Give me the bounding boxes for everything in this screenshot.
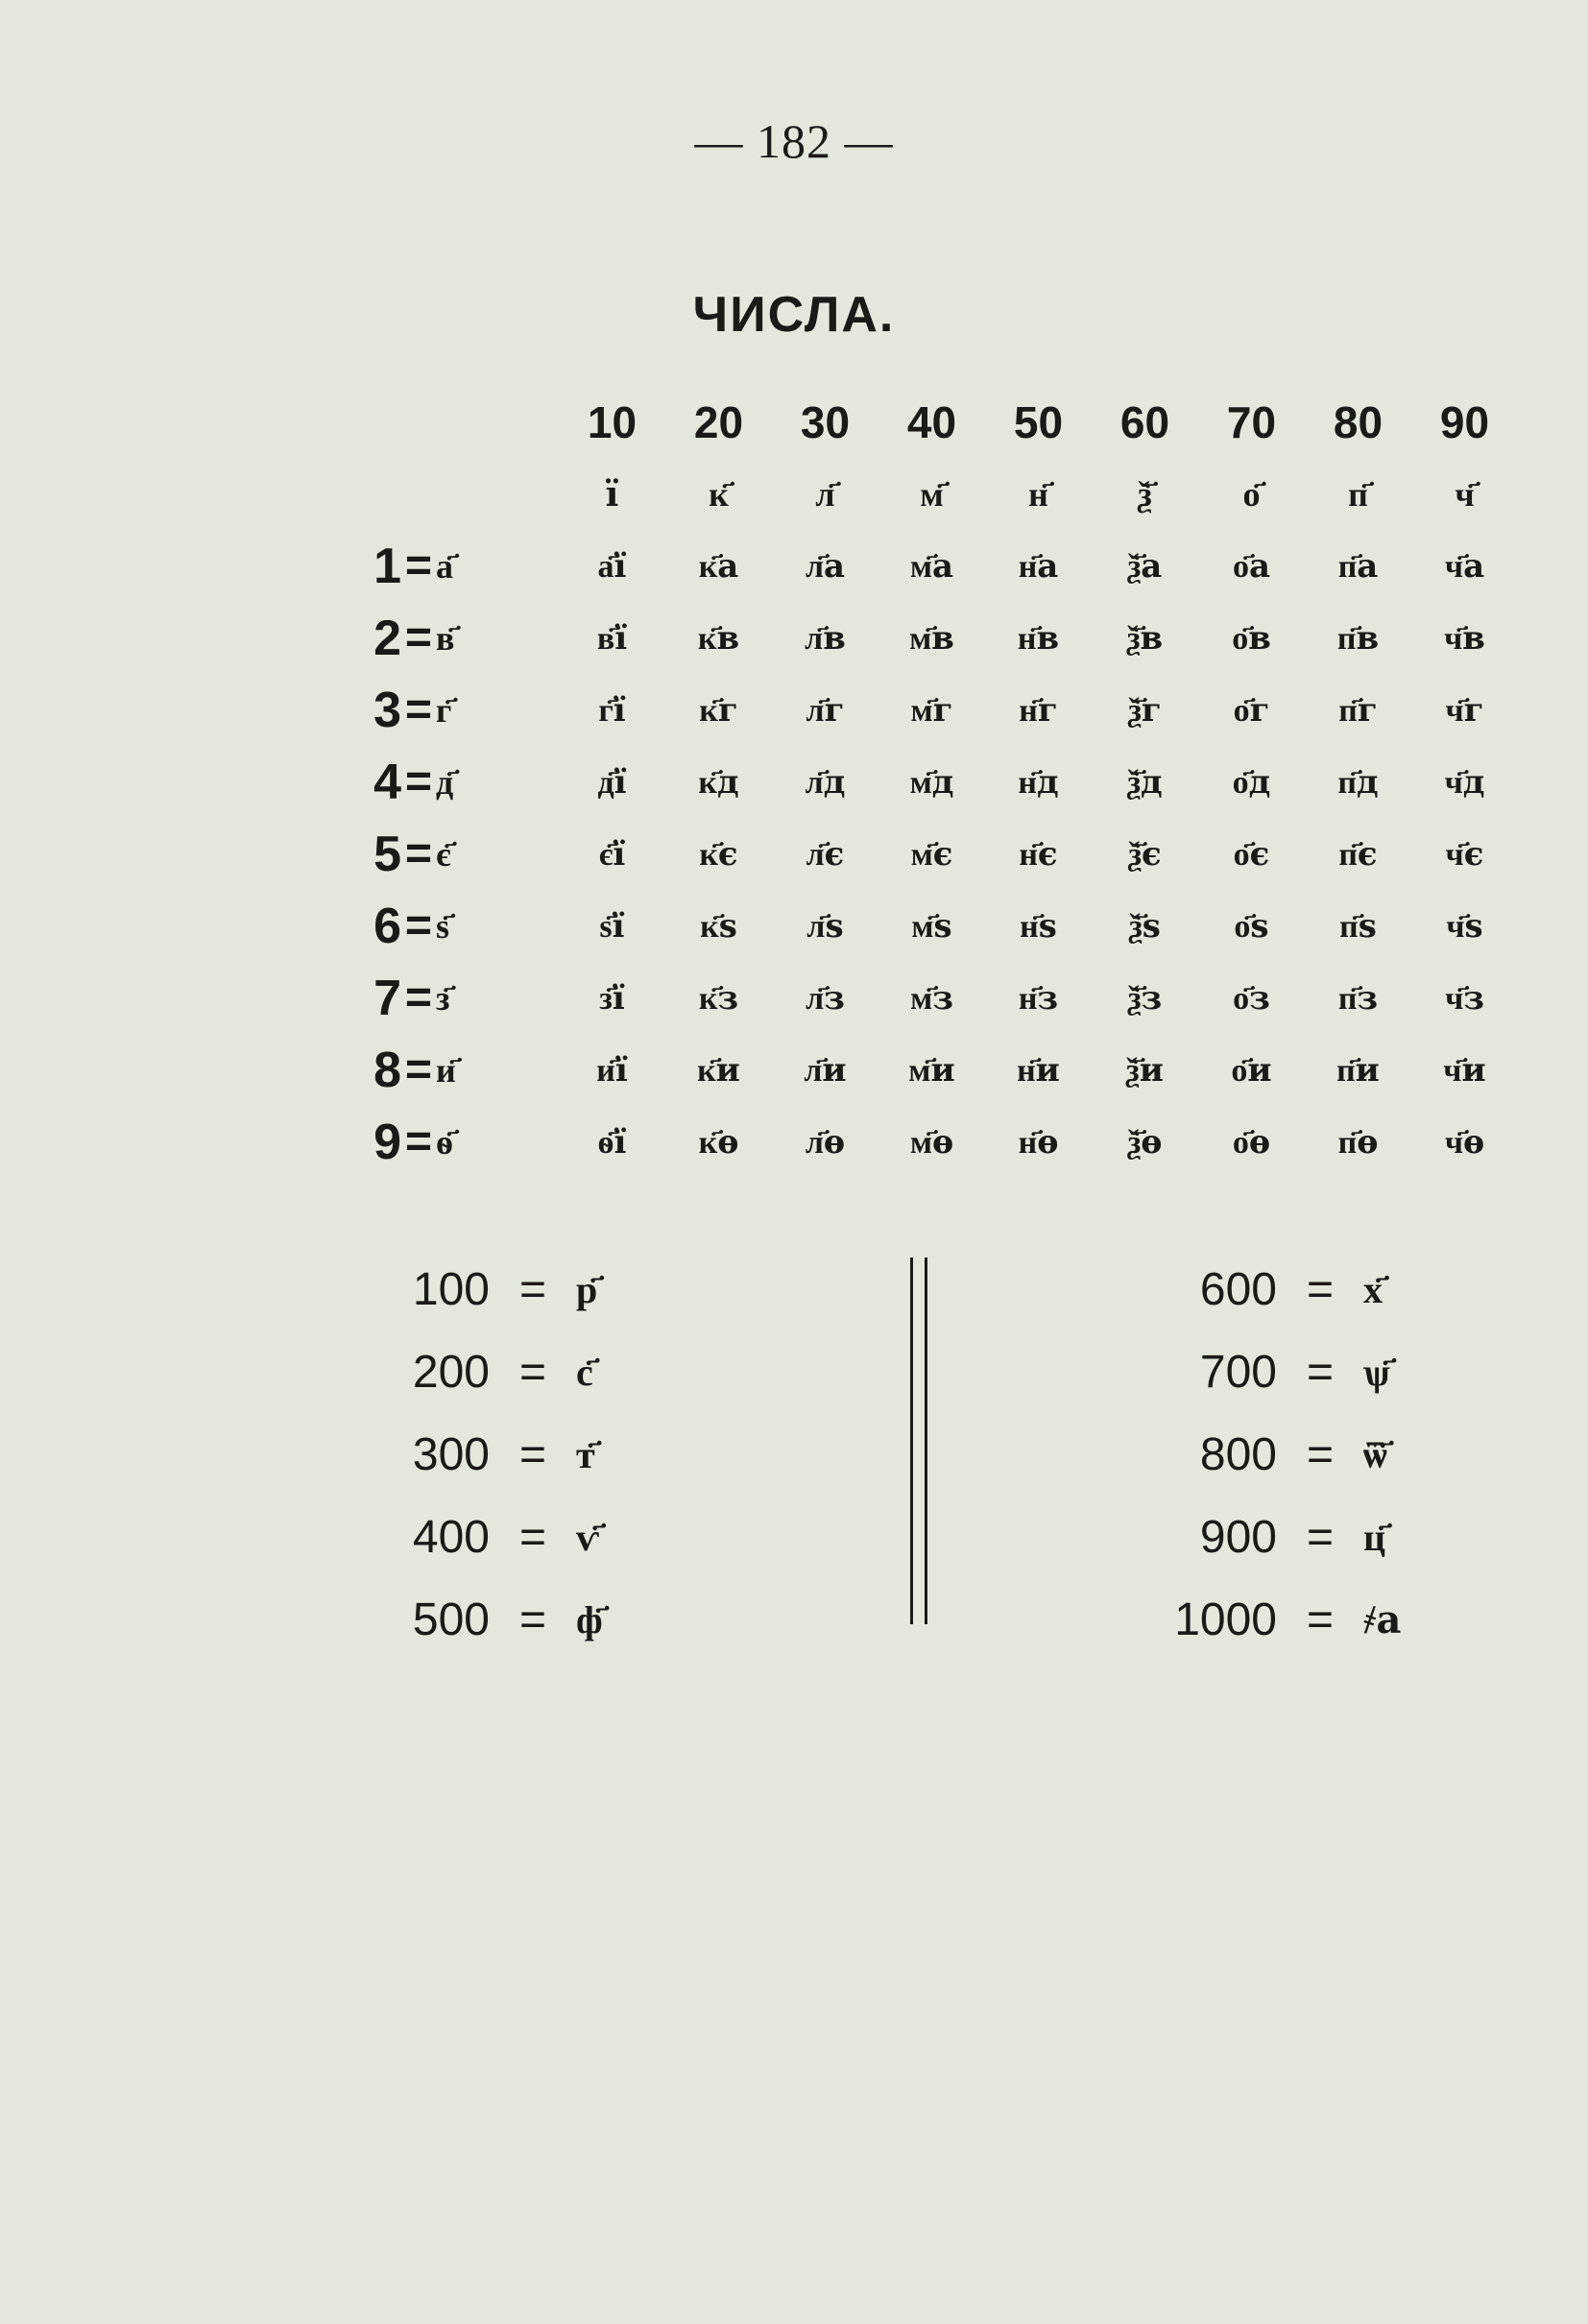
hundreds-number: 700	[1199, 1346, 1277, 1398]
table-cell: ѯ҃и	[1126, 1050, 1164, 1090]
hundreds-number: 1000	[1174, 1593, 1277, 1645]
row-number: 9	[373, 1114, 401, 1170]
table-cell: л҃а	[805, 546, 846, 586]
table-cell: о҃ѕ	[1234, 906, 1269, 946]
table-cell: ѳ҃ї	[597, 1122, 627, 1162]
tens-glyph: ч҃	[1455, 473, 1475, 515]
hundreds-glyph: ц҃	[1363, 1514, 1386, 1560]
tens-header: 30	[800, 396, 851, 447]
table-cell: д҃ї	[597, 762, 627, 802]
table-cell: л҃є	[806, 834, 845, 874]
hundreds-glyph: ѿ҃	[1363, 1431, 1387, 1477]
table-cell: м҃з	[910, 978, 953, 1018]
table-cell: ѯ҃ѕ	[1129, 906, 1161, 946]
tens-header: 50	[1013, 396, 1064, 447]
table-cell: м҃г	[910, 690, 953, 730]
page-number: — 182 —	[694, 114, 894, 168]
table-cell: п҃а	[1337, 546, 1379, 586]
table-cell: н҃ѕ	[1020, 906, 1057, 946]
hundreds-glyph: ѱ҃	[1363, 1349, 1390, 1395]
equals-sign: =	[404, 1044, 433, 1095]
table-cell: ѯ҃ѳ	[1127, 1122, 1163, 1162]
equals-sign: =	[404, 540, 433, 591]
table-cell: п҃з	[1337, 978, 1379, 1018]
tens-header: 40	[906, 396, 957, 447]
equals-sign: =	[518, 1346, 547, 1398]
table-cell: к҃є	[699, 834, 738, 874]
table-cell: н҃и	[1017, 1050, 1060, 1090]
row-glyph: є҃	[436, 833, 451, 874]
table-cell: ѯ҃г	[1128, 690, 1162, 730]
tens-glyph: ї	[605, 473, 619, 515]
table-cell: и҃ї	[596, 1050, 628, 1090]
table-cell: л҃в	[805, 618, 846, 658]
equals-sign: =	[518, 1593, 547, 1645]
hundreds-right-list	[1133, 1248, 1421, 1661]
table-cell: ч҃є	[1445, 834, 1484, 874]
table-cell: к҃з	[698, 978, 739, 1018]
table-cell: к҃д	[698, 762, 739, 802]
tens-header: 20	[693, 396, 744, 447]
table-cell: м҃ѳ	[909, 1122, 954, 1162]
table-cell: л҃и	[804, 1050, 847, 1090]
page-title: ЧИСЛА.	[692, 287, 896, 343]
equals-sign: =	[404, 684, 433, 735]
table-cell: к҃г	[699, 690, 738, 730]
table-cell: н҃д	[1018, 762, 1059, 802]
table-cell: ѯ҃а	[1127, 546, 1163, 586]
table-cell: н҃а	[1018, 546, 1059, 586]
equals-sign: =	[404, 1116, 433, 1167]
row-number: 5	[373, 826, 401, 882]
hundreds-glyph: р҃	[576, 1266, 598, 1312]
table-cell: н҃є	[1019, 834, 1058, 874]
table-cell: є҃ї	[598, 834, 626, 874]
table-cell: о҃а	[1232, 546, 1271, 586]
table-cell: з҃ї	[599, 978, 625, 1018]
table-cell: н҃г	[1019, 690, 1058, 730]
row-glyph: г҃	[436, 689, 452, 731]
tens-header: 60	[1119, 396, 1170, 447]
hundreds-number: 800	[1199, 1428, 1277, 1480]
table-cell: ч҃ѕ	[1446, 906, 1483, 946]
table-cell: в҃ї	[596, 618, 628, 658]
table-cell: о҃и	[1231, 1050, 1272, 1090]
tens-header: 70	[1226, 396, 1277, 447]
row-number: 2	[373, 610, 401, 666]
row-glyph: в҃	[436, 617, 455, 659]
equals-sign: =	[518, 1511, 547, 1563]
hundreds-number: 100	[412, 1263, 490, 1315]
table-cell: п҃и	[1336, 1050, 1380, 1090]
table-cell: п҃г	[1338, 690, 1378, 730]
table-cell: п҃ѳ	[1337, 1122, 1379, 1162]
table-cell: м҃д	[909, 762, 954, 802]
equals-sign: =	[1306, 1263, 1335, 1315]
hundreds-glyph: ѵ҃	[576, 1514, 600, 1560]
table-cell: м҃в	[909, 618, 954, 658]
tens-glyph: о҃	[1242, 473, 1261, 515]
tens-header: 10	[587, 396, 638, 447]
hundreds-number: 900	[1199, 1511, 1277, 1563]
tens-header: 90	[1439, 396, 1490, 447]
tens-glyph: п҃	[1348, 473, 1368, 515]
equals-sign: =	[404, 828, 433, 879]
table-cell: л҃ѕ	[806, 906, 844, 946]
equals-sign: =	[518, 1428, 547, 1480]
row-number: 7	[373, 970, 401, 1026]
table-cell: п҃ѕ	[1339, 906, 1377, 946]
equals-sign: =	[404, 972, 433, 1023]
table-cell: п҃в	[1336, 618, 1380, 658]
hundreds-number: 400	[412, 1511, 490, 1563]
table-cell: ч҃и	[1443, 1050, 1486, 1090]
row-glyph: д҃	[436, 761, 454, 803]
table-cell: ч҃в	[1444, 618, 1485, 658]
table-cell: л҃г	[806, 690, 845, 730]
row-number: 4	[373, 754, 401, 810]
tens-glyph: к҃	[709, 473, 729, 515]
table-cell: н҃з	[1018, 978, 1059, 1018]
table-cell: к҃в	[697, 618, 740, 658]
table-cell: о҃ѳ	[1232, 1122, 1271, 1162]
equals-sign: =	[1306, 1511, 1335, 1563]
table-cell: л҃ѳ	[805, 1122, 846, 1162]
hundreds-glyph: х҃	[1363, 1266, 1383, 1312]
table-cell: о҃в	[1232, 618, 1271, 658]
table-cell: м҃а	[909, 546, 954, 586]
numerals-table	[307, 386, 1518, 1178]
hundreds-number: 600	[1199, 1263, 1277, 1315]
table-cell: л҃з	[806, 978, 845, 1018]
row-glyph: ѳ҃	[436, 1121, 453, 1162]
table-cell: ѯ҃в	[1126, 618, 1164, 658]
table-cell: п҃є	[1338, 834, 1378, 874]
table-cell: ч҃г	[1445, 690, 1484, 730]
equals-sign: =	[404, 612, 433, 663]
table-cell: ѯ҃д	[1127, 762, 1163, 802]
table-cell: л҃д	[805, 762, 846, 802]
equals-sign: =	[1306, 1346, 1335, 1398]
row-number: 8	[373, 1042, 401, 1098]
table-cell: ч҃д	[1444, 762, 1485, 802]
row-number: 6	[373, 898, 401, 954]
table-cell: ѯ҃є	[1128, 834, 1162, 874]
table-cell: н҃в	[1017, 618, 1060, 658]
table-cell: ч҃а	[1444, 546, 1485, 586]
tens-glyph: ѯ҃	[1138, 473, 1152, 515]
tens-glyph: м҃	[920, 473, 944, 515]
table-cell: к҃ѕ	[700, 906, 737, 946]
hundreds-glyph: ҂а	[1363, 1596, 1402, 1642]
equals-sign: =	[1306, 1593, 1335, 1645]
hundreds-left-list	[384, 1248, 634, 1661]
table-cell: м҃ѕ	[911, 906, 952, 946]
table-cell: о҃д	[1232, 762, 1271, 802]
hundreds-glyph: с҃	[576, 1349, 593, 1395]
table-cell: м҃и	[908, 1050, 955, 1090]
row-glyph: а҃	[436, 545, 453, 587]
hundreds-glyph: т҃	[576, 1431, 595, 1477]
table-cell: м҃є	[910, 834, 953, 874]
equals-sign: =	[1306, 1428, 1335, 1480]
table-cell: к҃ѳ	[698, 1122, 739, 1162]
table-cell: ѯ҃з	[1127, 978, 1163, 1018]
table-cell: о҃г	[1233, 690, 1270, 730]
hundreds-glyph: ф҃	[576, 1596, 603, 1642]
double-rule-divider	[910, 1258, 927, 1624]
hundreds-number: 200	[412, 1346, 490, 1398]
table-cell: н҃ѳ	[1018, 1122, 1059, 1162]
equals-sign: =	[404, 756, 433, 807]
row-number: 1	[373, 538, 401, 594]
row-glyph: и҃	[436, 1049, 456, 1090]
tens-glyph: н҃	[1028, 473, 1048, 515]
row-glyph: ѕ҃	[436, 905, 450, 946]
table-cell: ч҃ѳ	[1444, 1122, 1485, 1162]
equals-sign: =	[404, 900, 433, 951]
table-cell: ѕ҃ї	[599, 906, 625, 946]
table-cell: а҃ї	[597, 546, 627, 586]
table-cell: г҃ї	[598, 690, 626, 730]
table-cell: о҃є	[1233, 834, 1270, 874]
row-number: 3	[373, 682, 401, 738]
tens-glyph: л҃	[815, 473, 835, 515]
hundreds-number: 500	[412, 1593, 490, 1645]
table-cell: п҃д	[1337, 762, 1379, 802]
table-cell: к҃а	[698, 546, 739, 586]
table-cell: о҃з	[1233, 978, 1270, 1018]
row-glyph: з҃	[436, 977, 450, 1018]
table-cell: ч҃з	[1445, 978, 1484, 1018]
table-cell: к҃и	[697, 1050, 740, 1090]
tens-header: 80	[1333, 396, 1383, 447]
hundreds-number: 300	[412, 1428, 490, 1480]
equals-sign: =	[518, 1263, 547, 1315]
